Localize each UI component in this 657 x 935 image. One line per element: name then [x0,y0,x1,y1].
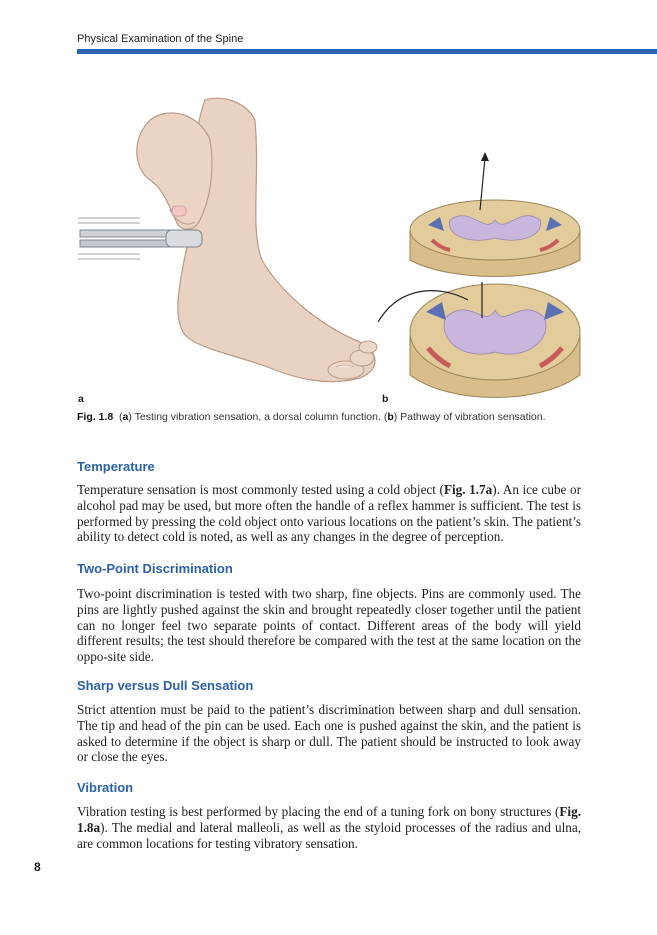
paragraph-vibration [77,804,581,851]
temperature-text-1: Temperature sensation is most commonly tested using a cold object ( [77,482,444,497]
caption-panel-a-ref: a [122,411,129,423]
caption-text-a-open: ( [119,411,123,423]
heading-vibration: Vibration [77,780,134,795]
caption-text-a: ) Testing vibration sensation, a dorsal column function. ( [128,411,388,423]
caption-text-b: ) Pathway of vibration sensation. [393,411,546,423]
figure-reference: Fig. 1.7a [443,482,493,497]
heading-two-point-discrimination: Two-Point Discrimination [77,561,233,576]
vibration-text-1: Vibration testing is best performed by placing the end of a tuning fork on bony structures ( [77,804,560,819]
figure-caption-label: Fig. 1.8 [77,411,114,423]
figure-panel-b-label: b [382,393,389,405]
heading-temperature: Temperature [77,459,155,474]
foot-and-tuning-fork-illustration [78,98,377,381]
header-rule [77,49,657,54]
caption-panel-b-ref: b [387,411,394,423]
spinal-cord-pathway-illustration [378,152,580,398]
running-head: Physical Examination of the Spine [77,33,244,45]
heading-sharp-versus-dull: Sharp versus Dull Sensation [77,678,254,693]
paragraph-two-point-discrimination: Two-point discrimination is tested with two sharp, fine objects. Pins are commonly used. The pins are lightly pushed against the skin and brought repeatedly closer together until the patient can no longer feel two separate points of contact. Different areas of the body will yield different results; the test should therefore be compared with the test at the same location on the oppo-site side. [77,586,581,665]
paragraph-sharp-versus-dull: Strict attention must be paid to the patient’s discrimination between sharp and dull sensation. The tip and head of the pin can be used. Each one is pushed against the skin, and the patient is asked to determine if the object is sharp or dull. The patient should be instructed to look away or close the eyes. [77,702,581,765]
paragraph-temperature [77,482,581,545]
figure-1-8-illustration [0,60,657,410]
figure-panel-a-label: a [78,393,84,405]
figure-reference: Fig. 1.8a [77,804,581,835]
temperature-text-2: ). An ice cube or alcohol pad may be used, but more often the handle of a reflex hammer is sufficient. The test is performed by pressing the cold object onto various locations on the patient’s skin. The patient’s ability to detect cold is noted, as well as any changes in the degree of perception. [77,482,581,545]
vibration-text-2: ). The medial and lateral malleoli, as well as the styloid processes of the radius and ulna, are common locations for testing vibratory sensation. [77,819,581,851]
page-number: 8 [34,860,41,874]
figure-caption [77,411,637,423]
